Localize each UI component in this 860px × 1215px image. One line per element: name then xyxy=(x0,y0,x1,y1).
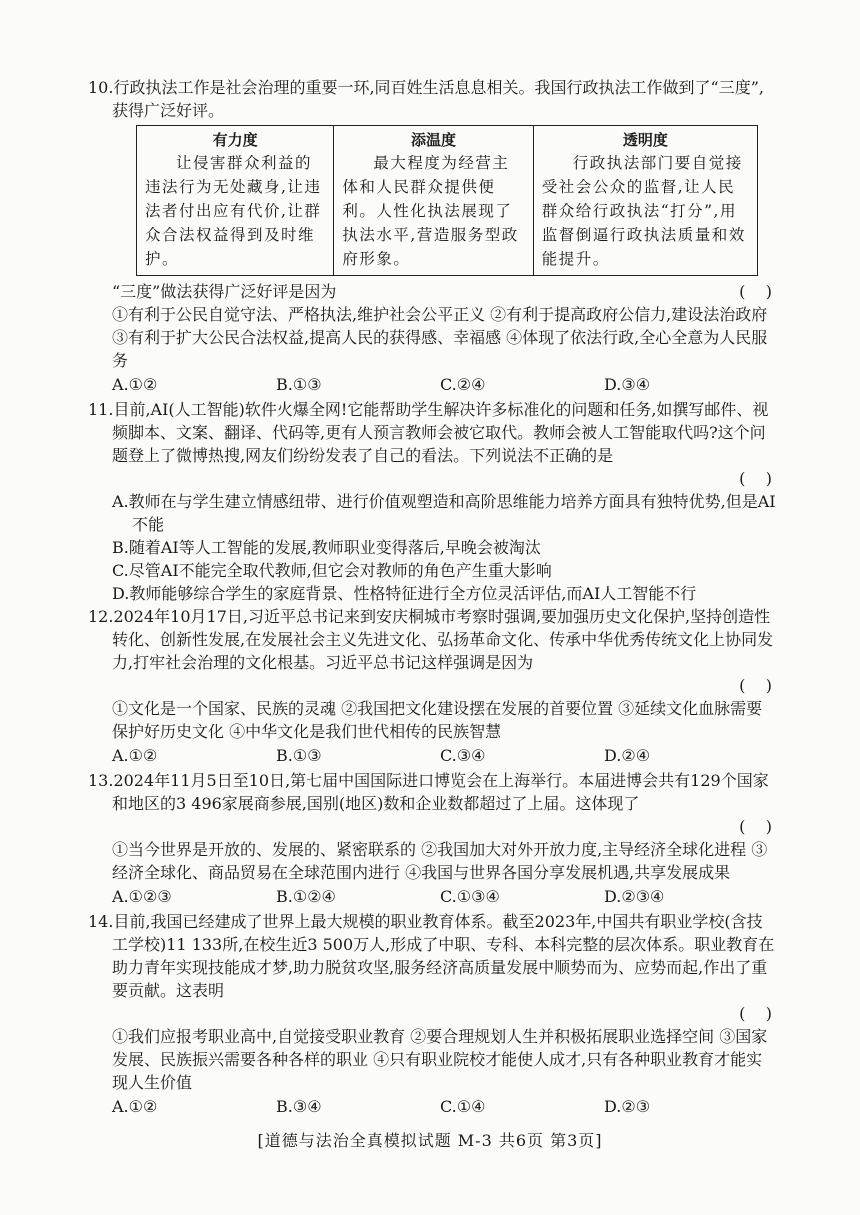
answer-paren: ( ) xyxy=(739,1004,772,1023)
question-10 xyxy=(88,76,778,396)
option-a: A.①② xyxy=(112,746,158,765)
answer-paren: ( ) xyxy=(739,282,772,301)
answer-paren: ( ) xyxy=(739,676,772,695)
exam-page xyxy=(88,76,778,1120)
question-12 xyxy=(88,605,778,767)
option-c: C.尽管AI不能完全取代教师,但它会对教师的角色产生重大影响 xyxy=(112,561,552,580)
option-a: A.①② xyxy=(112,1097,158,1116)
answer-paren: ( ) xyxy=(739,469,772,488)
option-a: A.①②③ xyxy=(112,887,172,906)
option-d: D.②③④ xyxy=(604,887,665,906)
table-head-3: 透明度 xyxy=(533,126,757,152)
option-d: D.②④ xyxy=(604,746,651,765)
question-10-statements: ①有利于公民自觉守法、严格执法,维护社会公平正义 ②有利于提高政府公信力,建设法治政府 ③有利于扩大公民合法权益,提高人民的获得感、幸福感 ④体现了依法行政,全心全意为人民服务 xyxy=(112,305,768,370)
question-10-options xyxy=(88,373,778,396)
table-cell-3: 行政执法部门要自觉接受社会公众的监督,让人民群众给行政执法“打分”,用监督倒逼行政执法质量和效能提升。 xyxy=(533,151,757,276)
question-11-options xyxy=(88,490,778,605)
page-footer: [道德与法治全真模拟试题 M-3 共6页 第3页] xyxy=(257,1131,603,1150)
question-10-prompt: “三度”做法获得广泛好评是因为 xyxy=(112,282,337,301)
question-14-stem: 14.目前,我国已经建成了世界上最大规模的职业教育体系。截至2023年,中国共有职业学校(含技工学校)11 133所,在校生近3 500万人,形成了中职、专科、本科完整的层次体系。职业教育在助力青年实现技能成才梦,助力脱贫攻坚,服务经济高质量发展中顺势而为、应势而起,作出了重要贡献。这表明 xyxy=(88,912,775,1000)
option-a: A.①② xyxy=(112,375,158,394)
question-11 xyxy=(88,398,778,605)
question-12-statements: ①文化是一个国家、民族的灵魂 ②我国把文化建设摆在发展的首要位置 ③延续文化血脉需要保护好历史文化 ④中华文化是我们世代相传的民族智慧 xyxy=(112,699,763,741)
three-degree-table xyxy=(136,125,758,276)
option-c: C.①③④ xyxy=(440,887,500,906)
question-11-stem: 11.目前,AI(人工智能)软件火爆全网!它能帮助学生解决许多标准化的问题和任务,如撰写邮件、视频脚本、文案、翻译、代码等,更有人预言教师会被它取代。教师会被人工智能取代吗?这个问题登上了微博热搜,网友们纷纷发表了自己的看法。下列说法不正确的是 xyxy=(88,400,769,465)
option-d: D.②③ xyxy=(604,1097,651,1116)
option-d: D.教师能够综合学生的家庭背景、性格特征进行全方位灵活评估,而AI人工智能不行 xyxy=(112,584,697,603)
question-13-statements: ①当今世界是开放的、发展的、紧密联系的 ②我国加大对外开放力度,主导经济全球化进程 ③经济全球化、商品贸易在全球范围内进行 ④我国与世界各国分享发展机遇,共享发展成果 xyxy=(112,840,768,882)
option-b: B.随着AI等人工智能的发展,教师职业变得落后,早晚会被淘汰 xyxy=(112,538,541,557)
answer-paren: ( ) xyxy=(739,817,772,836)
question-12-options xyxy=(88,744,778,767)
option-b: B.①③ xyxy=(276,375,322,394)
question-13 xyxy=(88,769,778,908)
table-head-2: 添温度 xyxy=(334,126,533,152)
option-c: C.③④ xyxy=(440,746,486,765)
table-cell-2: 最大程度为经营主体和人民群众提供便利。人性化执法展现了执法水平,营造服务型政府形象。 xyxy=(334,151,533,276)
option-b: B.③④ xyxy=(276,1097,322,1116)
question-13-stem: 13.2024年11月5日至10日,第七届中国国际进口博览会在上海举行。本届进博会共有129个国家和地区的3 496家展商参展,国别(地区)数和企业数都超过了上届。这体现了 xyxy=(88,771,769,813)
question-14 xyxy=(88,910,778,1118)
question-10-stem: 10.行政执法工作是社会治理的重要一环,同百姓生活息息相关。我国行政执法工作做到了“三度”,获得广泛好评。 xyxy=(88,78,764,120)
option-a: A.教师在与学生建立情感纽带、进行价值观塑造和高阶思维能力培养方面具有独特优势,但是AI不能 xyxy=(112,492,776,534)
table-cell-1: 让侵害群众利益的违法行为无处藏身,让违法者付出应有代价,让群众合法权益得到及时维护。 xyxy=(137,151,334,276)
option-b: B.①③ xyxy=(276,746,322,765)
option-c: C.①④ xyxy=(440,1097,486,1116)
question-14-options xyxy=(88,1095,778,1118)
option-c: C.②④ xyxy=(440,375,486,394)
table-head-1: 有力度 xyxy=(137,126,334,152)
question-12-stem: 12.2024年10月17日,习近平总书记来到安庆桐城市考察时强调,要加强历史文化保护,坚持创造性转化、创新性发展,在发展社会主义先进文化、弘扬革命文化、传承中华优秀传统文化上协同发力,打牢社会治理的文化根基。习近平总书记这样强调是因为 xyxy=(88,607,774,672)
option-b: B.①②④ xyxy=(276,887,336,906)
question-13-options xyxy=(88,885,778,908)
question-14-statements: ①我们应报考职业高中,自觉接受职业教育 ②要合理规划人生并积极拓展职业选择空间 ③国家发展、民族振兴需要各种各样的职业 ④只有职业院校才能使人成才,只有各种职业教育才能实现人生价值 xyxy=(112,1027,768,1092)
option-d: D.③④ xyxy=(604,375,651,394)
